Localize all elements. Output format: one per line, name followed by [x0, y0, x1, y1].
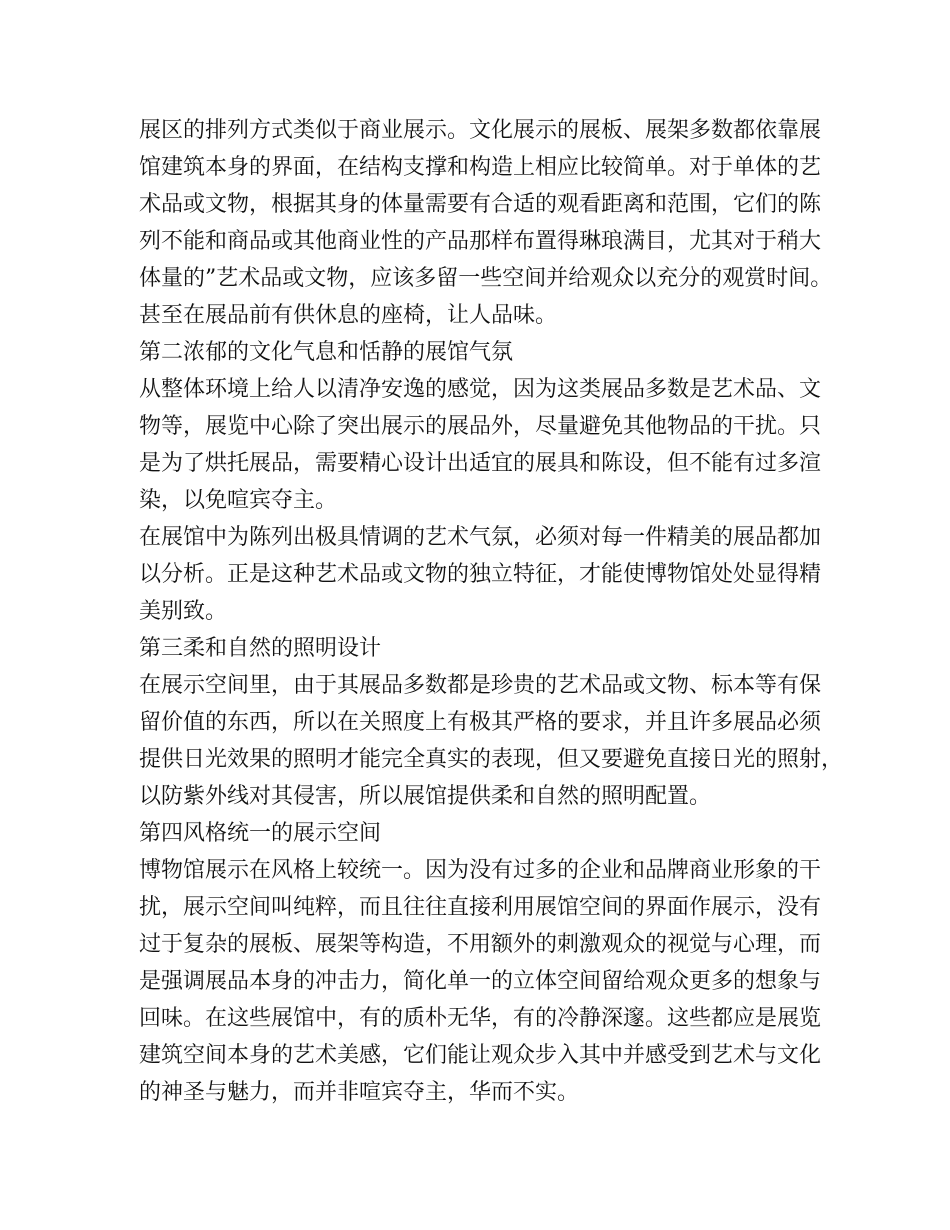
- text-line: 过于复杂的展板、展架等构造，不用额外的刺激观众的视觉与心理，而: [139, 932, 822, 957]
- text-line: 术品或文物，根据其身的体量需要有合适的观看距离和范围，它们的陈: [139, 192, 822, 217]
- section-heading: 第三柔和自然的照明设计: [139, 636, 382, 661]
- text-line: 回味。在这些展馆中，有的质朴无华，有的冷静深邃。这些都应是展览: [139, 1006, 822, 1031]
- text-line: 甚至在展品前有供休息的座椅，让人品味。: [139, 303, 558, 328]
- text-line: 以防紫外线对其侵害，所以展馆提供柔和自然的照明配置。: [139, 784, 712, 809]
- section-heading: 第二浓郁的文化气息和恬静的展馆气氛: [139, 340, 514, 365]
- text-line: 馆建筑本身的界面，在结构支撑和构造上相应比较简单。对于单体的艺: [139, 155, 822, 180]
- text-line: 建筑空间本身的艺术美感，它们能让观众步入其中并感受到艺术与文化: [139, 1043, 822, 1068]
- text-line: 留价值的东西，所以在关照度上有极其严格的要求，并且许多展品必须: [139, 710, 822, 735]
- text-line: 扰，展示空间叫纯粹，而且往往直接利用展馆空间的界面作展示，没有: [139, 895, 822, 920]
- text-line: 在展馆中为陈列出极具情调的艺术气氛，必须对每一件精美的展品都加: [139, 525, 822, 550]
- text-line: 是强调展品本身的冲击力，简化单一的立体空间留给观众更多的想象与: [139, 969, 822, 994]
- text-line: 染，以免喧宾夺主。: [139, 488, 338, 513]
- section-heading: 第四风格统一的展示空间: [139, 821, 382, 846]
- text-line: 体量的”艺术品或文物，应该多留一些空间并给观众以充分的观赏时间。: [139, 266, 833, 291]
- body-text: [139, 112, 844, 1111]
- text-line: 美别致。: [139, 599, 228, 624]
- text-line: 展区的排列方式类似于商业展示。文化展示的展板、展架多数都依靠展: [139, 118, 822, 143]
- text-line: 列不能和商品或其他商业性的产品那样布置得琳琅满目，尤其对于稍大: [139, 229, 822, 254]
- text-line: 博物馆展示在风格上较统一。因为没有过多的企业和品牌商业形象的干: [139, 858, 822, 883]
- text-line: 提供日光效果的照明才能完全真实的表现，但又要避免直接日光的照射，: [139, 747, 844, 772]
- text-line: 从整体环境上给人以清净安逸的感觉，因为这类展品多数是艺术品、文: [139, 377, 822, 402]
- text-line: 在展示空间里，由于其展品多数都是珍贵的艺术品或文物、标本等有保: [139, 673, 822, 698]
- text-line: 以分析。正是这种艺术品或文物的独立特征，才能使博物馆处处显得精: [139, 562, 822, 587]
- text-line: 是为了烘托展品，需要精心设计出适宜的展具和陈设，但不能有过多渲: [139, 451, 822, 476]
- text-line: 的神圣与魅力，而并非喧宾夺主，华而不实。: [139, 1080, 580, 1105]
- text-line: 物等，展览中心除了突出展示的展品外，尽量避免其他物品的干扰。只: [139, 414, 822, 439]
